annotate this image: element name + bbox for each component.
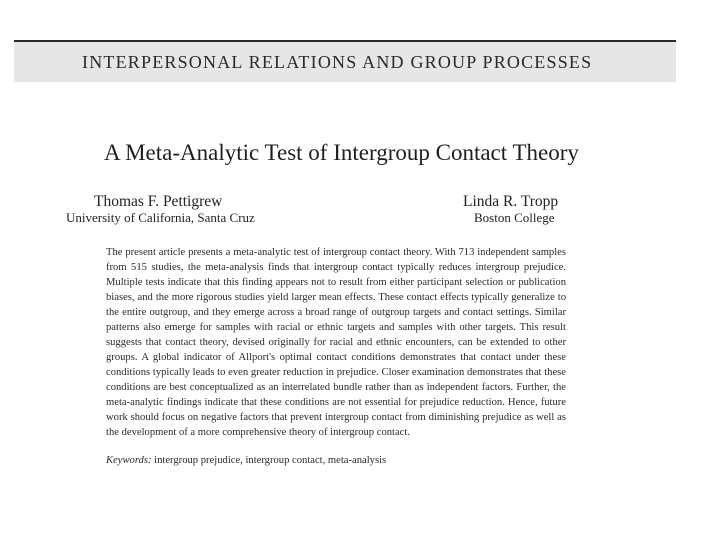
abstract-line: the entire outgroup, and they emerge across a broad range of outgroup targets and contact settings. Similar [106,307,566,318]
abstract-line: suggests that contact theory, devised originally for racial and ethnic encounters, can be extended to other [106,337,566,348]
abstract-line: biases, and the more rigorous studies yield larger mean effects. These contact effects typically generalize to [106,292,566,303]
paper-title: A Meta-Analytic Test of Intergroup Contact Theory [104,140,579,165]
section-banner [14,40,676,82]
abstract-line: from 515 studies, the meta-analysis finds that intergroup contact typically reduces intergroup prejudice. [106,262,566,273]
abstract-line: The present article presents a meta-analytic test of intergroup contact theory. With 713 independent samples [106,247,566,258]
keywords [106,453,386,468]
keywords-text: intergroup prejudice, intergroup contact, meta-analysis [151,455,387,466]
abstract-line: Multiple tests indicate that this finding appears not to result from either participant selection or publication [106,277,566,288]
abstract-line: the development of a more comprehensive theory of intergroup contact. [106,427,410,438]
author-name-1: Thomas F. Pettigrew [94,193,223,210]
section-banner-text: INTERPERSONAL RELATIONS AND GROUP PROCESSES [82,52,593,72]
abstract-line: work should focus on negative factors that prevent intergroup contact from diminishing prejudice as well as [106,412,566,423]
keywords-label: Keywords: [106,455,152,466]
abstract-line: patterns also emerge for samples with racial or ethnic targets and samples with other targets. This result [106,322,566,333]
author-name-2: Linda R. Tropp [463,193,559,210]
abstract-line: groups. A global indicator of Allport's optimal contact conditions demonstrates that contact under these [106,352,566,363]
abstract [106,245,566,440]
abstract-line: meta-analytic findings indicate that these conditions are not essential for prejudice reduction. Hence, future [106,397,566,408]
author-affiliation-2: Boston College [474,210,555,225]
abstract-line: conditions are best conceptualized as an interrelated bundle rather than as independent factors. Further, the [106,382,566,393]
author-affiliation-1: University of California, Santa Cruz [66,210,255,225]
abstract-line: conditions typically leads to even greater reduction in prejudice. Closer examination demonstrates that these [106,367,566,378]
